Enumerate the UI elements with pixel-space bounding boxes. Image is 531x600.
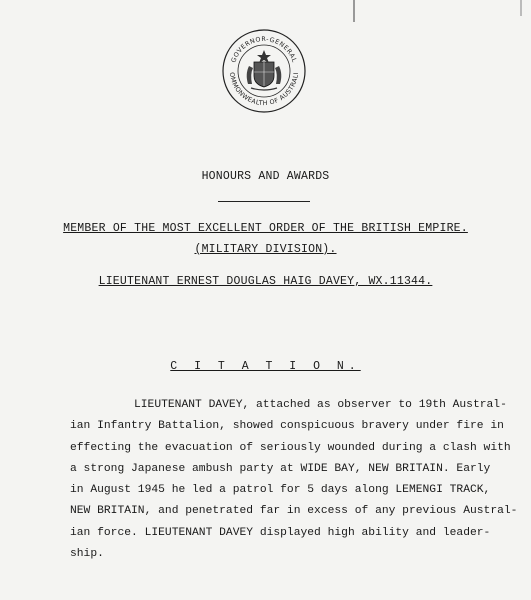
scan-artifact (353, 0, 355, 22)
citation-line: effecting the evacuation of seriously wounded during a clash with (70, 441, 511, 454)
seal-ring-bottom: OMMONWEALTH OF AUSTRALI (227, 71, 300, 108)
citation-line: ian Infantry Battalion, showed conspicuous bravery under fire in (70, 420, 504, 433)
citation-line: in August 1945 he led a patrol for 5 days along LEMENGI TRACK, (70, 484, 491, 497)
coat-of-arms-icon (221, 28, 307, 114)
citation-line: LIEUTENANT DAVEY, attached as observer to 19th Austral- (134, 399, 507, 411)
scan-artifact (520, 0, 522, 16)
document-title: HONOURS AND AWARDS (201, 170, 330, 183)
citation-body (70, 395, 518, 565)
recipient-name: LIEUTENANT ERNEST DOUGLAS HAIG DAVEY, WX.11344. (98, 275, 433, 288)
citation-heading: C I T A T I O N. (170, 360, 361, 373)
citation-line: NEW BRITAIN, and penetrated far in excess of any previous Austral- (70, 505, 518, 518)
citation-line: a strong Japanese ambush party at WIDE BAY, NEW BRITAIN. Early (70, 462, 491, 475)
governor-general-seal (221, 28, 307, 114)
seal-ring-top: GOVERNOR-GENERAL (230, 35, 298, 64)
order-name-line-2: (MILITARY DIVISION). (194, 243, 337, 256)
citation-line: ship. (70, 548, 104, 561)
citation-line: ian force. LIEUTENANT DAVEY displayed high ability and leader- (70, 526, 491, 539)
order-name-line-1: MEMBER OF THE MOST EXCELLENT ORDER OF THE BRITISH EMPIRE. (63, 222, 468, 235)
title-divider (218, 201, 310, 202)
